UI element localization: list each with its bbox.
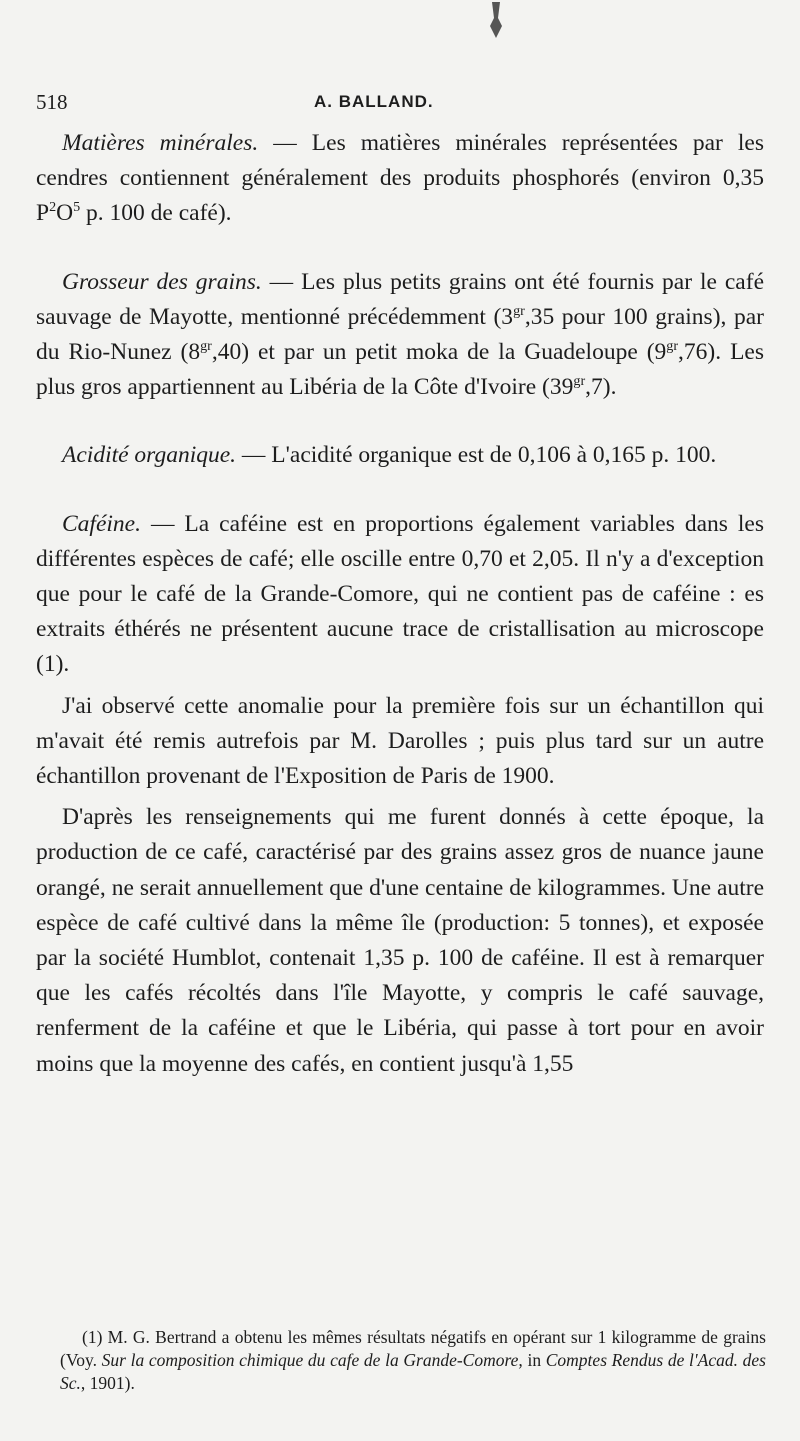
page-header: [36, 90, 760, 120]
section-acidity: [36, 438, 764, 473]
grains-text: ,40) et par un petit moka de la Guadeloupe (9: [211, 339, 667, 366]
footnote-part: in: [522, 1350, 546, 1370]
superscript: 2: [49, 199, 57, 216]
footnote-part: (1) M. G. Bertrand a obtenu les mêmes résultats négatifs en opérant sur 1 kilogramme de grains (Voy.: [60, 1327, 766, 1370]
acidity-text: L'acidité organique est de 0,106 à 0,165 p. 100.: [271, 442, 717, 469]
heading-mineral: Matières minérales.: [62, 130, 259, 156]
grains-text: ,76). Les plus gros appartiennent au Libéria de la Côte d'Ivoire (39: [36, 339, 765, 401]
unit-gr: gr: [666, 338, 679, 355]
section-mineral: [36, 126, 764, 232]
section-grains: [36, 265, 764, 406]
paragraph-production: D'après les renseignements qui me furent donnés à cette époque, la production de ce café, caractérisé par des grains assez gros de nuance jaune orangé, ne serait annuellement que d'une centaine de kilogrammes. Une autre espèce de café cultivé dans la même île (production: 5 tonnes), et exposée par la société Humblot, contenait 1,35 p. 100 de caféine. Il est à remarquer que les cafés récoltés dans l'île Mayotte, y compris le café sauvage, renferment de la caféine et que le Libéria, qui passe à tort pour en avoir moins que la moyenne des cafés, en contient jusqu'à 1,55: [36, 804, 764, 1077]
grains-text: ,35 pour 100 grains), par du Rio-Nunez (8: [36, 303, 764, 366]
page-number: 518: [36, 90, 68, 114]
dash: —: [236, 442, 272, 469]
dash: —: [140, 510, 185, 537]
footnote-title: Sur la composition chimique du cafe de la Grande-Comore,: [101, 1350, 523, 1370]
footnote-part: , 1901).: [80, 1373, 135, 1393]
footnote-text: [60, 1326, 766, 1395]
unit-gr: gr: [573, 373, 586, 390]
footnote: [60, 1326, 766, 1395]
mineral-text-c: p. 100 de café).: [80, 200, 232, 227]
dash: —: [258, 130, 312, 156]
grains-text: ,7).: [585, 374, 617, 401]
footnote-journal: Comptes Rendus de l'Acad. des Sc.: [60, 1350, 766, 1393]
section-caffeine: [36, 507, 764, 683]
running-head: A. BALLAND.: [314, 92, 434, 111]
grains-text: Les plus petits grains ont été fournis par le café sauvage de Mayotte, mentionné précédemment (3: [36, 268, 764, 330]
unit-gr: gr: [200, 338, 212, 355]
dash: —: [261, 268, 302, 295]
heading-grains: Grosseur des grains.: [62, 268, 262, 295]
mineral-text-b: O: [56, 200, 74, 227]
ornament-mark: [486, 0, 506, 40]
superscript: 5: [73, 199, 81, 216]
caffeine-text: La caféine est en proportions également variables dans les différentes espèces de café; elle oscille entre 0,70 et 2,05. Il n'y a d'exception que pour le café de la Grande-Comore, qui ne contient pas de caféine : es extraits éthérés ne présentent aucune trace de cristallisation au microscope (1).: [36, 510, 765, 678]
unit-gr: gr: [513, 302, 525, 319]
body-text: [36, 126, 764, 1082]
heading-caffeine: Caféine.: [62, 510, 141, 537]
mineral-text-a: Les matières minérales représentées par les cendres contiennent généralement des produits phosphorés (environ 0,35 P: [36, 130, 765, 227]
heading-acidity: Acidité organique.: [62, 442, 237, 469]
paragraph-anomaly: J'ai observé cette anomalie pour la première fois sur un échantillon qui m'avait été remis autrefois par M. Darolles ; puis plus tard sur un autre échantillon provenant de l'Exposition de Paris de 1900.: [36, 692, 764, 790]
